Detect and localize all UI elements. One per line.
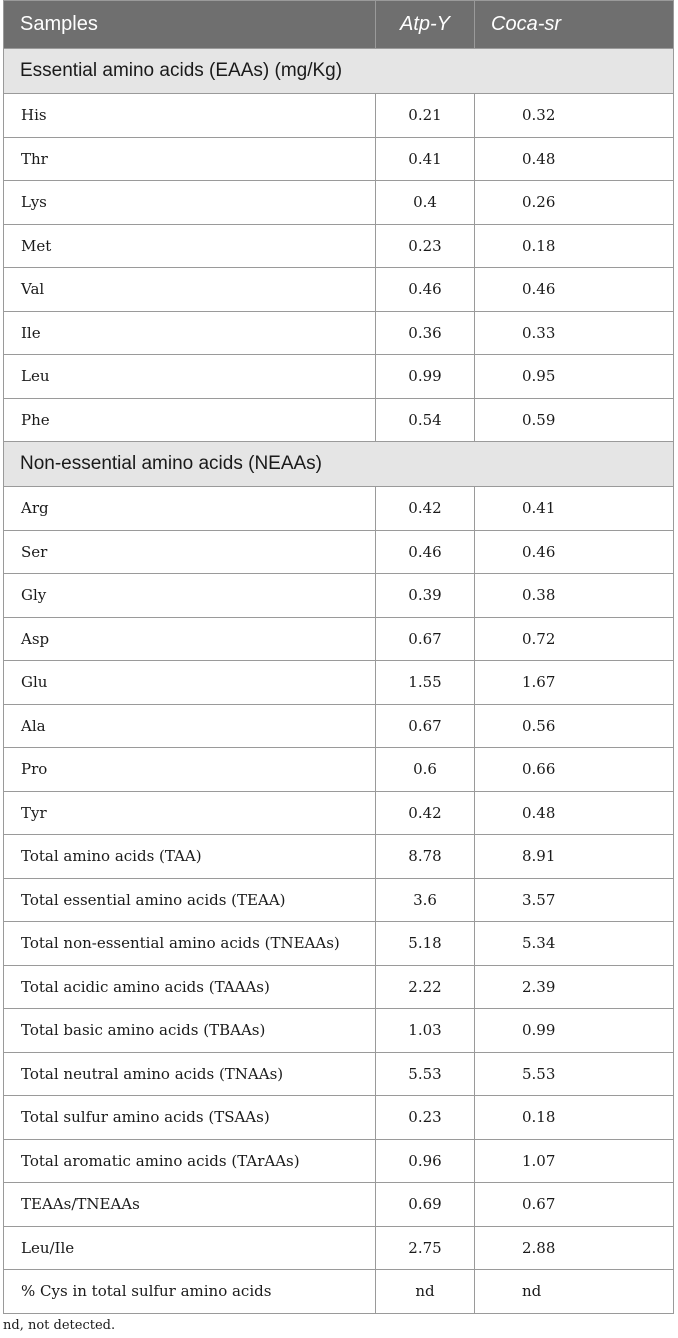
- atp-y-value: 0.23: [376, 224, 475, 268]
- atp-y-value: 1.03: [376, 1009, 475, 1053]
- row-label: Total aromatic amino acids (TArAAs): [4, 1139, 376, 1183]
- coca-sr-value: 0.48: [475, 791, 674, 835]
- table-row: [4, 922, 674, 966]
- row-label: TEAAs/TNEAAs: [4, 1183, 376, 1227]
- row-label: Pro: [4, 748, 376, 792]
- table-body: [4, 49, 674, 1314]
- table-header-row: [4, 1, 674, 49]
- atp-y-value: 2.22: [376, 965, 475, 1009]
- coca-sr-value: 2.88: [475, 1226, 674, 1270]
- atp-y-value: 0.4: [376, 181, 475, 225]
- table-row: [4, 661, 674, 705]
- table-row: [4, 574, 674, 618]
- coca-sr-value: 8.91: [475, 835, 674, 879]
- table-footnote: nd, not detected.: [3, 1318, 116, 1333]
- row-label: Leu: [4, 355, 376, 399]
- atp-y-value: 0.46: [376, 268, 475, 312]
- table-row: [4, 1226, 674, 1270]
- row-label: Leu/Ile: [4, 1226, 376, 1270]
- coca-sr-value: 0.66: [475, 748, 674, 792]
- atp-y-value: 0.69: [376, 1183, 475, 1227]
- atp-y-value: 0.23: [376, 1096, 475, 1140]
- table-row: [4, 1009, 674, 1053]
- coca-sr-value: 2.39: [475, 965, 674, 1009]
- coca-sr-value: 0.67: [475, 1183, 674, 1227]
- atp-y-value: 0.6: [376, 748, 475, 792]
- atp-y-value: 0.99: [376, 355, 475, 399]
- coca-sr-value: 0.33: [475, 311, 674, 355]
- coca-sr-value: 0.72: [475, 617, 674, 661]
- atp-y-value: 0.39: [376, 574, 475, 618]
- section-title: Essential amino acids (EAAs) (mg/Kg): [4, 49, 674, 94]
- atp-y-value: 0.67: [376, 704, 475, 748]
- table-row: [4, 878, 674, 922]
- atp-y-value: 0.41: [376, 137, 475, 181]
- atp-y-value: 0.46: [376, 530, 475, 574]
- row-label: Gly: [4, 574, 376, 618]
- table-row: [4, 791, 674, 835]
- coca-sr-value: 0.32: [475, 94, 674, 138]
- table-row: [4, 137, 674, 181]
- table-row: [4, 835, 674, 879]
- row-label: Asp: [4, 617, 376, 661]
- table-row: [4, 311, 674, 355]
- amino-acid-table: [3, 0, 674, 1314]
- row-label: Thr: [4, 137, 376, 181]
- atp-y-value: 5.18: [376, 922, 475, 966]
- table-row: [4, 487, 674, 531]
- header-atp-y: Atp-Y: [376, 1, 475, 49]
- atp-y-value: 0.42: [376, 487, 475, 531]
- coca-sr-value: 0.46: [475, 268, 674, 312]
- coca-sr-value: 3.57: [475, 878, 674, 922]
- table-row: [4, 748, 674, 792]
- atp-y-value: 5.53: [376, 1052, 475, 1096]
- row-label: Arg: [4, 487, 376, 531]
- row-label: His: [4, 94, 376, 138]
- header-coca-sr: Coca-sr: [475, 1, 674, 49]
- atp-y-value: 0.21: [376, 94, 475, 138]
- table-row: [4, 398, 674, 442]
- row-label: Ile: [4, 311, 376, 355]
- table-row: [4, 530, 674, 574]
- atp-y-value: 0.42: [376, 791, 475, 835]
- row-label: Total neutral amino acids (TNAAs): [4, 1052, 376, 1096]
- table-row: [4, 268, 674, 312]
- coca-sr-value: nd: [475, 1270, 674, 1314]
- row-label: Total amino acids (TAA): [4, 835, 376, 879]
- coca-sr-value: 1.67: [475, 661, 674, 705]
- row-label: Total sulfur amino acids (TSAAs): [4, 1096, 376, 1140]
- coca-sr-value: 5.53: [475, 1052, 674, 1096]
- coca-sr-value: 0.95: [475, 355, 674, 399]
- section-title: Non-essential amino acids (NEAAs): [4, 442, 674, 487]
- table-row: [4, 617, 674, 661]
- coca-sr-value: 0.99: [475, 1009, 674, 1053]
- atp-y-value: 0.54: [376, 398, 475, 442]
- row-label: Total basic amino acids (TBAAs): [4, 1009, 376, 1053]
- coca-sr-value: 0.26: [475, 181, 674, 225]
- table-row: [4, 1052, 674, 1096]
- coca-sr-value: 0.18: [475, 224, 674, 268]
- row-label: Glu: [4, 661, 376, 705]
- section-header-row: [4, 49, 674, 94]
- table-row: [4, 1139, 674, 1183]
- table-row: [4, 224, 674, 268]
- row-label: Val: [4, 268, 376, 312]
- row-label: Total non-essential amino acids (TNEAAs): [4, 922, 376, 966]
- row-label: Met: [4, 224, 376, 268]
- table-row: [4, 1183, 674, 1227]
- row-label: Ala: [4, 704, 376, 748]
- table-row: [4, 355, 674, 399]
- coca-sr-value: 0.18: [475, 1096, 674, 1140]
- row-label: Ser: [4, 530, 376, 574]
- atp-y-value: 8.78: [376, 835, 475, 879]
- atp-y-value: 2.75: [376, 1226, 475, 1270]
- row-label: Tyr: [4, 791, 376, 835]
- atp-y-value: 0.96: [376, 1139, 475, 1183]
- row-label: Phe: [4, 398, 376, 442]
- coca-sr-value: 0.46: [475, 530, 674, 574]
- coca-sr-value: 0.41: [475, 487, 674, 531]
- coca-sr-value: 0.59: [475, 398, 674, 442]
- coca-sr-value: 0.38: [475, 574, 674, 618]
- row-label: Lys: [4, 181, 376, 225]
- atp-y-value: 3.6: [376, 878, 475, 922]
- atp-y-value: 0.67: [376, 617, 475, 661]
- table-row: [4, 1270, 674, 1314]
- row-label: % Cys in total sulfur amino acids: [4, 1270, 376, 1314]
- coca-sr-value: 1.07: [475, 1139, 674, 1183]
- section-header-row: [4, 442, 674, 487]
- coca-sr-value: 5.34: [475, 922, 674, 966]
- coca-sr-value: 0.56: [475, 704, 674, 748]
- table-row: [4, 94, 674, 138]
- atp-y-value: nd: [376, 1270, 475, 1314]
- table-row: [4, 181, 674, 225]
- atp-y-value: 1.55: [376, 661, 475, 705]
- coca-sr-value: 0.48: [475, 137, 674, 181]
- header-samples: Samples: [4, 1, 376, 49]
- row-label: Total essential amino acids (TEAA): [4, 878, 376, 922]
- row-label: Total acidic amino acids (TAAAs): [4, 965, 376, 1009]
- atp-y-value: 0.36: [376, 311, 475, 355]
- table-row: [4, 704, 674, 748]
- table-row: [4, 1096, 674, 1140]
- table-row: [4, 965, 674, 1009]
